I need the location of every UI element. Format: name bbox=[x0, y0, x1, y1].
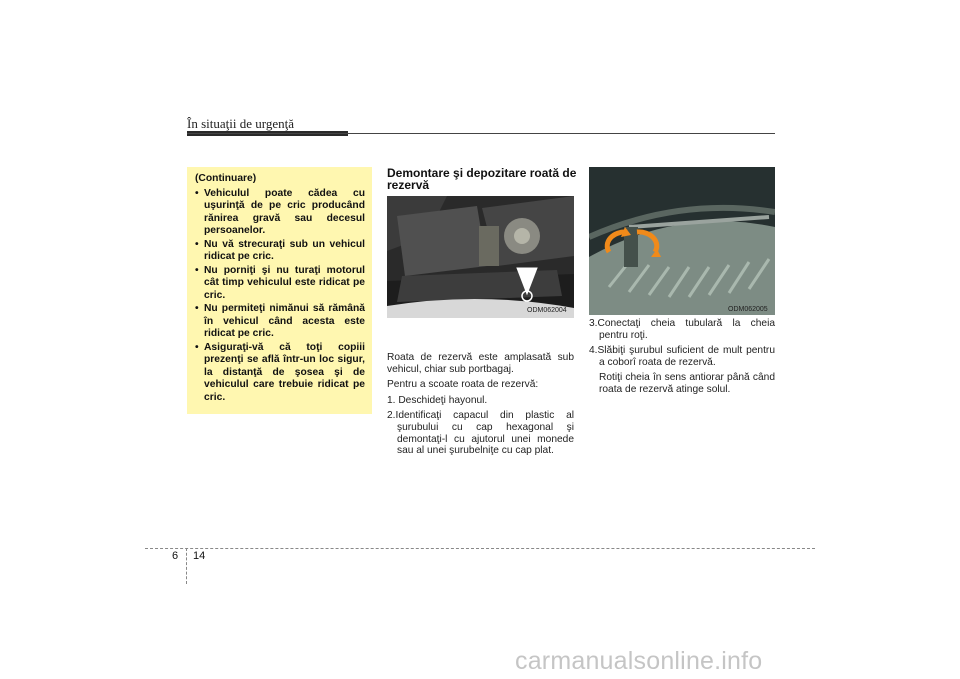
section-title: Demontare şi depozitare roată de rezervă bbox=[387, 166, 577, 192]
footer-divider bbox=[186, 548, 187, 584]
step-1: 1. Deschideţi hayonul. bbox=[387, 394, 488, 406]
warning-item: • Vehiculul poate cădea cu uşurinţă de pe cric producând rănirea gravă sau decesul persoanelor. bbox=[195, 188, 365, 238]
chapter-number: 6 bbox=[172, 550, 179, 562]
warning-item: • Nu porniţi şi nu turaţi motorul cât timp vehiculul este ridicat pe cric. bbox=[195, 265, 365, 303]
header-rule bbox=[187, 133, 775, 134]
figure2-caption: ODM062005 bbox=[728, 306, 768, 313]
section-header-title: În situaţii de urgenţă bbox=[187, 116, 294, 131]
wrench-photo bbox=[589, 167, 775, 315]
figure1-caption: ODM062004 bbox=[527, 307, 567, 314]
warning-item: • Asiguraţi-vă că toţi copiii prezenţi se află într-un loc sigur, la distanţă de şosea şi de vehiculul care trebuie ridicat pe cric. bbox=[195, 342, 365, 405]
column2-text bbox=[387, 352, 574, 461]
warning-list bbox=[195, 188, 365, 405]
intro-paragraph: Roata de rezervă este amplasată sub vehicul, chiar sub portbagaj. bbox=[387, 352, 574, 375]
step-3: 3.Conectaţi cheia tubulară la cheia pentru roţi. bbox=[589, 318, 775, 341]
warning-continued-label: (Continuare) bbox=[195, 173, 257, 184]
warning-item: • Nu vă strecuraţi sub un vehicul ridicat pe cric. bbox=[195, 239, 365, 264]
step-2: 2.Identificaţi capacul din plastic al şurubului cu cap hexagonal şi demontaţi-l cu ajutorul unei monede sau al unei şurubelniţe cu cap plat. bbox=[387, 410, 574, 457]
footer-rule bbox=[145, 548, 815, 549]
wrench-illustration bbox=[589, 167, 775, 315]
watermark: carmanualsonline.info bbox=[515, 647, 763, 675]
lead-paragraph: Pentru a scoate roata de rezervă: bbox=[387, 379, 539, 391]
warning-item: • Nu permiteţi nimănui să rămână în vehicul când acesta este ridicat pe cric. bbox=[195, 303, 365, 341]
warning-box bbox=[187, 167, 372, 414]
page-number: 14 bbox=[193, 550, 206, 562]
step-4-note: Rotiţi cheia în sens antiorar până când roata de rezervă atinge solul. bbox=[599, 372, 775, 395]
trunk-photo bbox=[387, 196, 574, 318]
trunk-illustration bbox=[387, 196, 574, 318]
step-4: 4.Slăbiţi şurubul suficient de mult pentru a coborî roata de rezervă. bbox=[589, 345, 775, 368]
column3-text bbox=[589, 318, 775, 400]
